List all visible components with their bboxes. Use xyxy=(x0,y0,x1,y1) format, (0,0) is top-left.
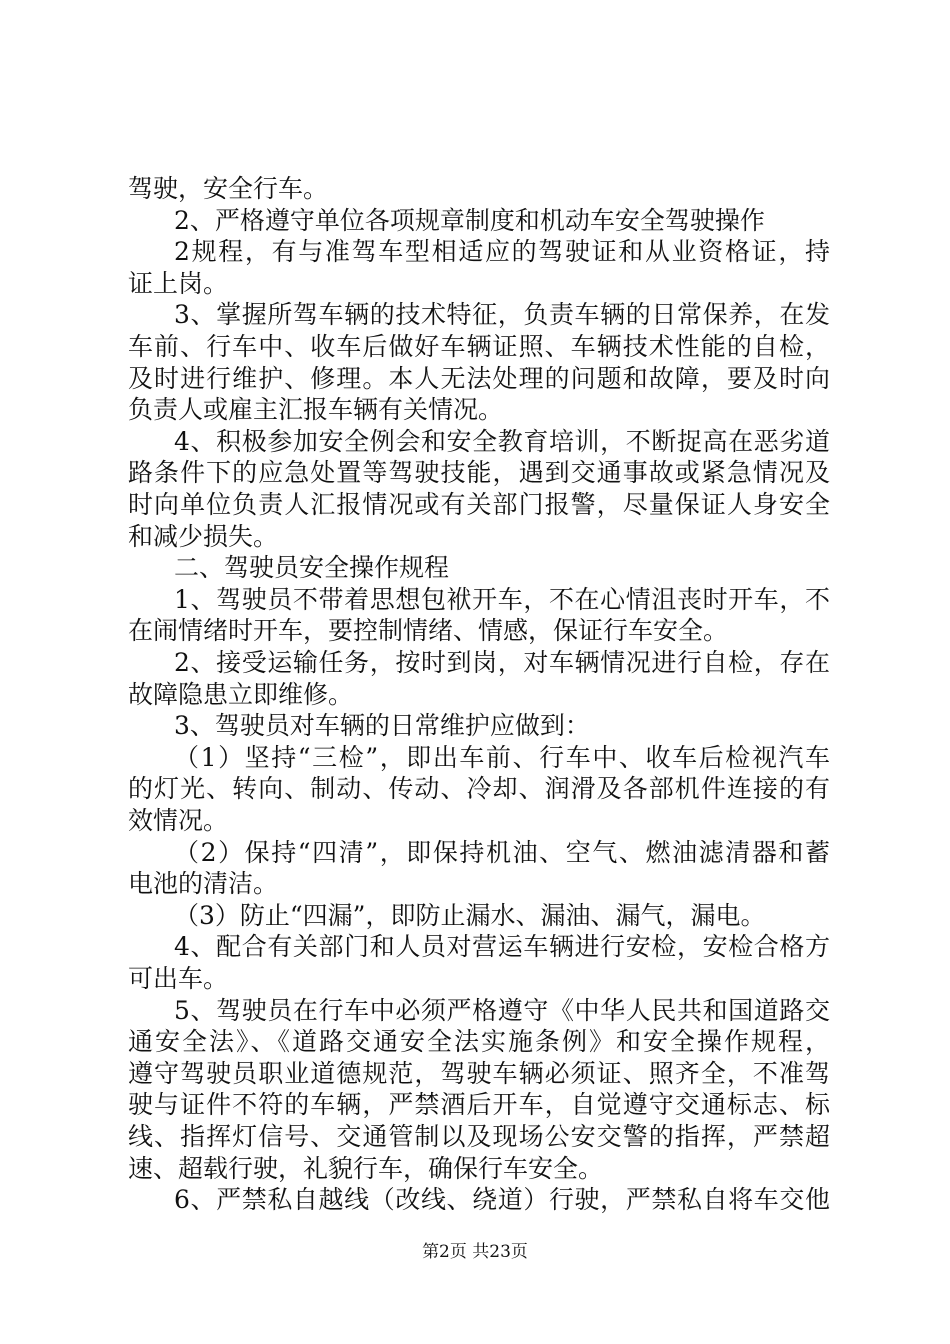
text-line: 3、掌握所驾车辆的技术特征，负责车辆的日常保养，在发 xyxy=(174,300,830,330)
text-line: 2、接受运输任务，按时到岗，对车辆情况进行自检，存在 xyxy=(174,648,830,677)
text-line: 可出车。 xyxy=(128,964,229,993)
text-line: 时向单位负责人汇报情况或有关部门报警，尽量保证人身安全 xyxy=(128,490,830,519)
text-line: 6、严禁私自越线（改线、绕道）行驶，严禁私自将车交他 xyxy=(174,1185,830,1215)
text-line: 电池的清洁。 xyxy=(128,869,279,899)
text-line: 故障隐患立即维修。 xyxy=(128,679,354,709)
text-line: 线、指挥灯信号、交通管制以及现场公安交警的指挥，严禁超 xyxy=(128,1122,830,1151)
text-line: 及时进行维护、修理。本人无法处理的问题和故障，要及时向 xyxy=(128,363,830,393)
text-line: 4、配合有关部门和人员对营运车辆进行安检，安检合格方 xyxy=(174,932,830,962)
text-line: 驶与证件不符的车辆，严禁酒后开车，自觉遵守交通标志、标 xyxy=(128,1090,830,1120)
text-line: 证上岗。 xyxy=(128,268,229,298)
text-line: 的灯光、转向、制动、传动、冷却、润滑及各部机件连接的有 xyxy=(128,774,830,804)
text-line: 负责人或雇主汇报车辆有关情况。 xyxy=(128,395,504,425)
text-line: 二、驾驶员安全操作规程 xyxy=(174,553,450,583)
text-line: （2）保持“四清”，即保持机油、空气、燃油滤清器和蓄 xyxy=(174,837,830,867)
text-line: 2规程，有与准驾车型相适应的驾驶证和从业资格证，持 xyxy=(174,237,830,267)
text-line: 3、驾驶员对车辆的日常维护应做到： xyxy=(174,711,590,741)
text-line: 2、严格遵守单位各项规章制度和机动车安全驾驶操作 xyxy=(174,205,765,235)
text-line: 遵守驾驶员职业道德规范，驾驶车辆必须证、照齐全，不准驾 xyxy=(128,1058,830,1088)
text-line: 和减少损失。 xyxy=(128,521,279,551)
text-line: 在闹情绪时开车，要控制情绪、情感，保证行车安全。 xyxy=(128,616,729,646)
text-line: （1）坚持“三检”，即出车前、行车中、收车后检视汽车 xyxy=(174,742,830,772)
text-line: 速、超载行驶，礼貌行车，确保行车安全。 xyxy=(128,1153,604,1183)
text-line: 1、驾驶员不带着思想包袱开车，不在心情沮丧时开车，不 xyxy=(174,584,830,614)
page-footer: 第2页 共23页 xyxy=(422,1242,528,1262)
text-line: 5、驾驶员在行车中必须严格遵守《中华人民共和国道路交 xyxy=(174,995,830,1025)
text-line: 车前、行车中、收车后做好车辆证照、车辆技术性能的自检， xyxy=(128,332,830,361)
text-line: （3）防止“四漏”，即防止漏水、漏油、漏气，漏电。 xyxy=(174,900,766,930)
text-line: 路条件下的应急处置等驾驶技能，遇到交通事故或紧急情况及 xyxy=(128,458,830,488)
text-line: 通安全法》、《道路交通安全法实施条例》和安全操作规程， xyxy=(128,1027,830,1057)
text-line: 驾驶，安全行车。 xyxy=(128,174,329,203)
text-line: 4、积极参加安全例会和安全教育培训，不断捉高在恶劣道 xyxy=(174,426,830,456)
text-line: 效情况。 xyxy=(128,806,229,835)
